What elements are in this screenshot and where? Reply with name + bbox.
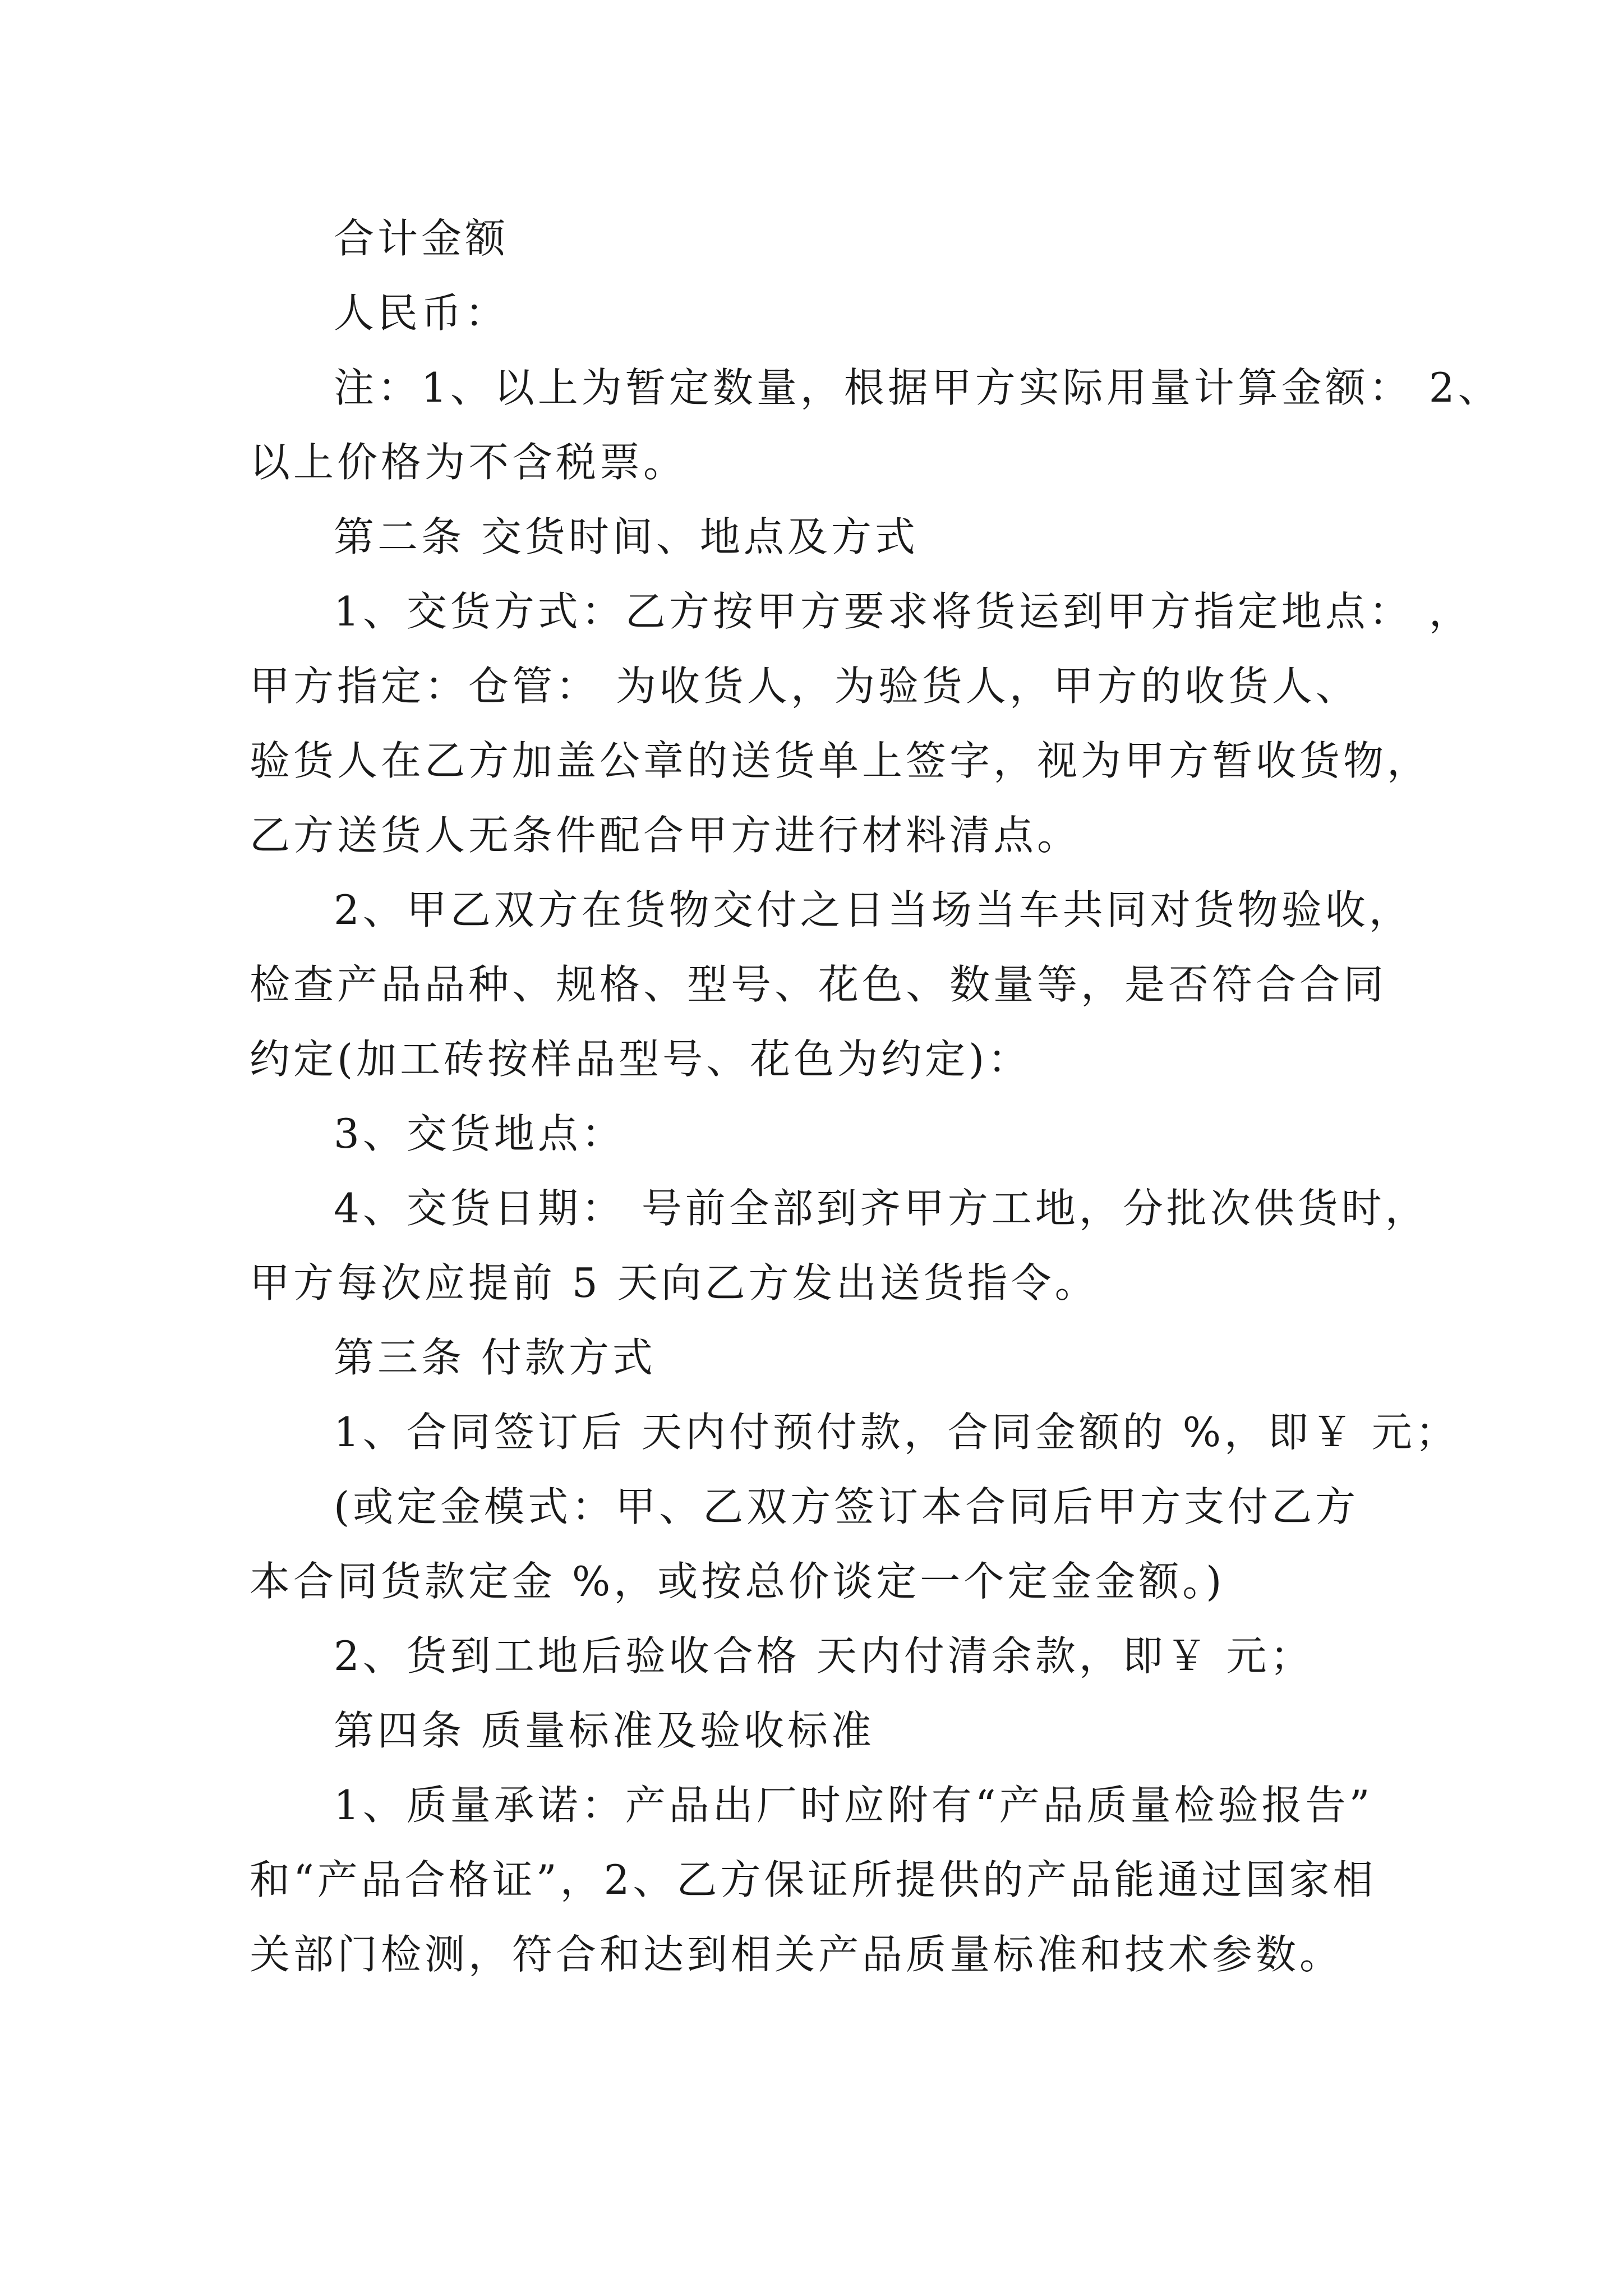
text-line: 2、货到工地后验收合格 天内付清余款，即￥ 元；	[334, 1632, 1314, 1680]
text-line: 甲方每次应提前 5 天向乙方发出送货指令。	[250, 1259, 1099, 1306]
text-line: 验货人在乙方加盖公章的送货单上签字，视为甲方暂收货物，	[250, 737, 1431, 784]
text-line: 人民币：	[334, 289, 509, 337]
section-heading: 第三条 付款方式	[334, 1334, 656, 1381]
text-line: 4、交货日期： 号前全部到齐甲方工地，分批次供货时，	[334, 1185, 1429, 1232]
text-line: 以上价格为不含税票。	[250, 439, 688, 486]
text-line: 本合同货款定金 %，或按总价谈定一个定金金额。)	[250, 1558, 1225, 1605]
text-line: 约定(加工砖按样品型号、花色为约定)：	[250, 1036, 1032, 1083]
text-line: 关部门检测，符合和达到相关产品质量标准和技术参数。	[250, 1931, 1344, 1978]
text-line: 合计金额	[334, 215, 509, 262]
text-line: (或定金模式：甲、乙双方签订本合同后甲方支付乙方	[334, 1483, 1359, 1530]
text-line: 3、交货地点：	[334, 1110, 625, 1157]
text-line: 注：1、以上为暂定数量，根据甲方实际用量计算金额： 2、	[334, 364, 1502, 411]
text-line: 甲方指定：仓管： 为收货人，为验货人，甲方的收货人、	[250, 662, 1359, 710]
text-line: 乙方送货人无条件配合甲方进行材料清点。	[250, 812, 1081, 859]
text-line: 检查产品品种、规格、型号、花色、数量等，是否符合合同	[250, 961, 1387, 1008]
text-line: 2、甲乙双方在货物交付之日当场当车共同对货物验收，	[334, 886, 1413, 933]
text-line: 1、质量承诺：产品出厂时应附有“产品质量检验报告”	[334, 1782, 1373, 1829]
section-heading: 第二条 交货时间、地点及方式	[334, 513, 919, 560]
section-heading: 第四条 质量标准及验收标准	[334, 1707, 875, 1754]
text-line: 和“产品合格证”，2、乙方保证所提供的产品能通过国家相	[250, 1856, 1377, 1903]
text-line: 1、合同签订后 天内付预付款，合同金额的 %，即￥ 元；	[334, 1409, 1459, 1456]
text-line: 1、交货方式：乙方按甲方要求将货运到甲方指定地点： ，	[334, 588, 1473, 635]
